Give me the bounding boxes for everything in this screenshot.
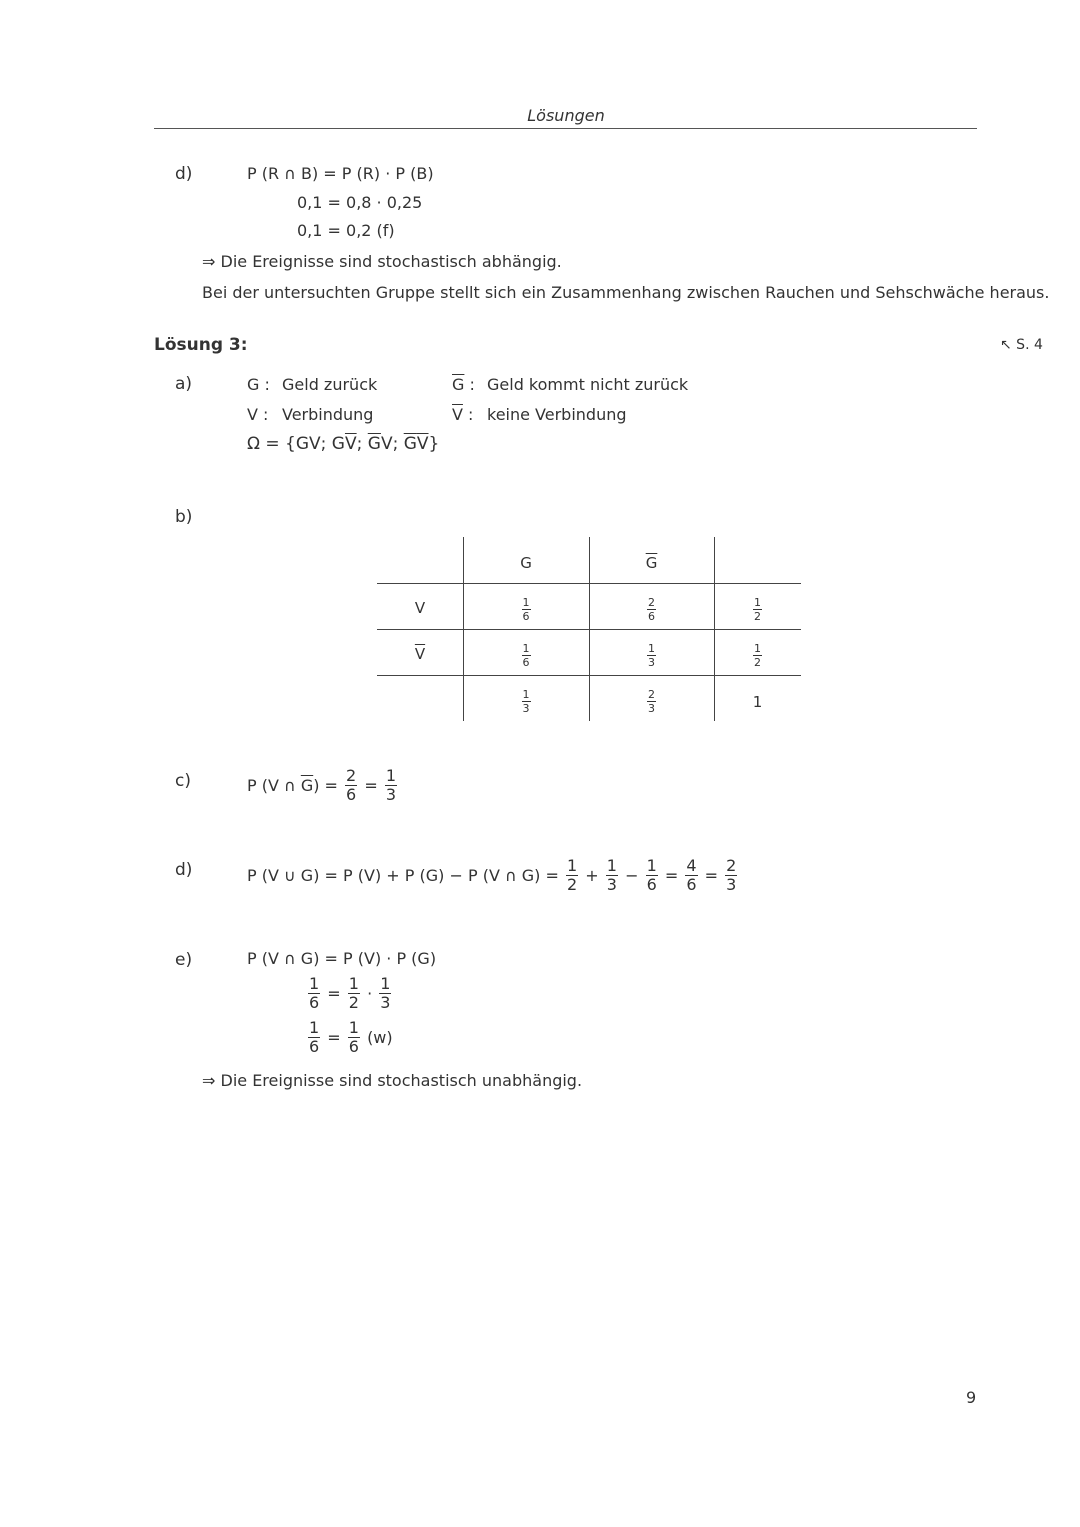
cell-total: 1 [752, 693, 763, 711]
table-hline [377, 629, 801, 630]
row-header-vbar: $\overline{V}$ [414, 645, 426, 663]
four-field-table [377, 537, 801, 721]
row-header-v: V [414, 599, 426, 617]
part-d-prev-line1: P (R ∩ B) = P (R) · P (B) [247, 164, 434, 183]
part-e-label: e) [175, 950, 193, 970]
def-v-symbol: V : [247, 405, 269, 424]
page-number: 9 [966, 1388, 977, 1407]
cell-vbar-g: $\frac{1}{6}$ [522, 642, 530, 669]
part-d-equation: P (V ∪ G) = P (V) + P (G) − P (V ∩ G) = $\frac{1}{2}$ + $\frac{1}{3}$ − $\frac{1}{6}$ = $\frac{4}{6}$ = $\frac{2}{3}$ [247, 856, 737, 894]
cell-total-g: $\frac{1}{3}$ [522, 688, 530, 715]
cell-vbar-gbar: $\frac{1}{3}$ [648, 642, 655, 669]
def-vbar-symbol: $\overline{V}$ : [452, 405, 474, 424]
part-c-equation: P (V ∩ $\overline{G}$) = $\frac{2}{6}$ = $\frac{1}{3}$ [247, 766, 397, 804]
def-g-text: Geld zurück [282, 375, 378, 394]
part-b-label: b) [175, 507, 193, 527]
cell-total-gbar: $\frac{2}{3}$ [648, 688, 655, 715]
part-d-prev-conclusion: ⇒ Die Ereignisse sind stochastisch abhängig. [202, 252, 562, 271]
part-e-line1: P (V ∩ G) = P (V) · P (G) [247, 949, 437, 968]
cell-v-total: $\frac{1}{2}$ [754, 596, 761, 623]
cell-vbar-total: $\frac{1}{2}$ [754, 642, 761, 669]
col-header-g: G [520, 554, 532, 572]
page-reference: ↖ S. 4 [1000, 337, 1043, 353]
section-title: Lösung 3: [154, 335, 248, 355]
part-d-label: d) [175, 860, 193, 880]
def-g-symbol: G : [247, 375, 270, 394]
def-gbar-text: Geld kommt nicht zurück [487, 375, 689, 394]
part-d-prev-note: Bei der untersuchten Gruppe stellt sich ein Zusammenhang zwischen Rauchen und Sehschwäche heraus. [202, 283, 1050, 302]
part-e-line2: $\frac{1}{6}$ = $\frac{1}{2}$ · $\frac{1}{3}$ [309, 974, 391, 1012]
part-d-prev-line3: 0,1 = 0,2 (f) [297, 221, 395, 240]
sample-space: Ω = {GV; $G\overline{V}$; $\overline{G}V$; $\overline{G}\overline{V}$} [247, 434, 440, 454]
part-d-prev-line2: 0,1 = 0,8 · 0,25 [297, 193, 423, 212]
part-c-label: c) [175, 771, 191, 791]
page-header-title: Lösungen [527, 106, 605, 125]
def-gbar-symbol: $\overline{G}$ : [452, 375, 475, 394]
part-e-line3: $\frac{1}{6}$ = $\frac{1}{6}$ (w) [309, 1018, 393, 1056]
def-v-text: Verbindung [282, 405, 374, 424]
part-e-conclusion: ⇒ Die Ereignisse sind stochastisch unabhängig. [202, 1071, 583, 1090]
cell-v-gbar: $\frac{2}{6}$ [648, 596, 655, 623]
table-hline [377, 675, 801, 676]
col-header-gbar: $\overline{G}$ [645, 554, 658, 572]
def-vbar-text: keine Verbindung [487, 405, 627, 424]
part-a-label: a) [175, 374, 193, 394]
cell-v-g: $\frac{1}{6}$ [522, 596, 530, 623]
part-d-prev-label: d) [175, 164, 193, 184]
table-hline [377, 583, 801, 584]
header-rule [154, 128, 977, 129]
